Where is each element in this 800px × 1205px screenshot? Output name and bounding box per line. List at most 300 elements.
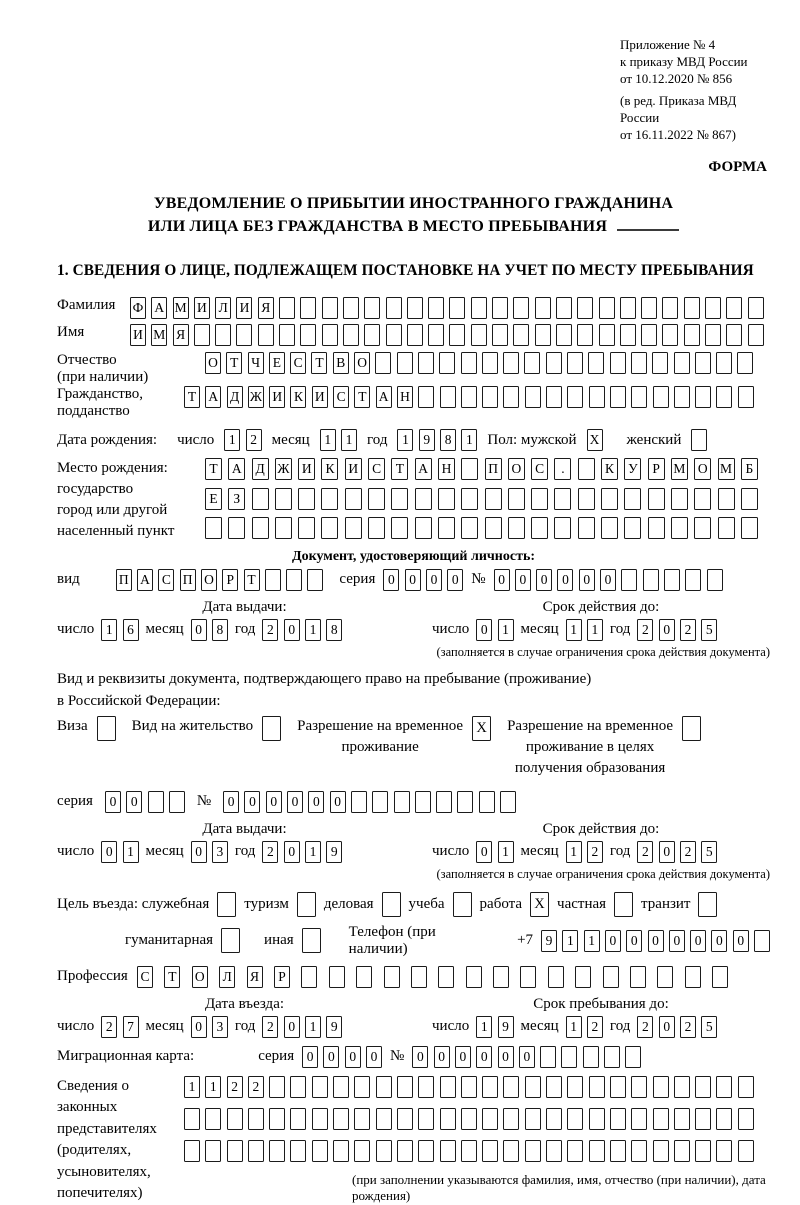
permit-number-input-cell-8[interactable]: [394, 791, 410, 813]
stay-year-cell-1[interactable]: 0: [659, 1016, 675, 1038]
firstname-input-cell-25[interactable]: [662, 324, 678, 346]
firstname-input-cell-15[interactable]: [449, 324, 465, 346]
permit-number-input-cell-5[interactable]: 0: [330, 791, 346, 813]
patronymic-input-cell-2[interactable]: Ч: [248, 352, 264, 374]
identity-issued-month-cell-0[interactable]: 0: [191, 619, 207, 641]
birthplace-input-row1-cell-13[interactable]: О: [508, 458, 525, 480]
doc-number-input-cell-8[interactable]: [664, 569, 680, 591]
citizenship-input-cell-14[interactable]: [482, 386, 498, 408]
entry-year-cell-3[interactable]: 9: [326, 1016, 342, 1038]
representatives-input-row3-cell-16[interactable]: [525, 1140, 541, 1162]
migration-number-input-cell-3[interactable]: 0: [476, 1046, 492, 1068]
phone-input-cell-8[interactable]: 0: [711, 930, 727, 952]
migration-number-input-cell-9[interactable]: [604, 1046, 620, 1068]
birthplace-input-row2-cell-15[interactable]: [554, 488, 571, 510]
representatives-input-row2-cell-9[interactable]: [376, 1108, 392, 1130]
permit-valid-day-cell-1[interactable]: 1: [498, 841, 514, 863]
doc-type-input-cell-4[interactable]: О: [201, 569, 217, 591]
stay-month-cell-1[interactable]: 2: [587, 1016, 603, 1038]
doc-series-input-cell-2[interactable]: 0: [426, 569, 442, 591]
entry-year[interactable]: [262, 1016, 342, 1038]
profession-input-cell-20[interactable]: [685, 966, 701, 988]
birth-year-input-cell-1[interactable]: 9: [419, 429, 435, 451]
permit-number-input[interactable]: [223, 791, 516, 813]
birthplace-input-row1-cell-5[interactable]: К: [321, 458, 338, 480]
purpose-study-checkbox-cell-0[interactable]: [453, 892, 472, 917]
birthplace-input-row2-cell-21[interactable]: [694, 488, 711, 510]
phone-input-cell-6[interactable]: 0: [669, 930, 685, 952]
representatives-input-row1-cell-11[interactable]: [418, 1076, 434, 1098]
surname-input-cell-11[interactable]: [364, 297, 380, 319]
citizenship-input-cell-26[interactable]: [738, 386, 754, 408]
representatives-input-row2-cell-16[interactable]: [525, 1108, 541, 1130]
permit-issued-year-cell-3[interactable]: 9: [326, 841, 342, 863]
birthplace-input-row2-cell-6[interactable]: [345, 488, 362, 510]
birthplace-input-row2-cell-17[interactable]: [601, 488, 618, 510]
birthplace-input-row2-cell-18[interactable]: [624, 488, 641, 510]
patronymic-input-cell-22[interactable]: [674, 352, 690, 374]
birth-month-input-cell-0[interactable]: 1: [320, 429, 336, 451]
birthplace-input-row2-cell-1[interactable]: З: [228, 488, 245, 510]
representatives-input-row1-cell-19[interactable]: [589, 1076, 605, 1098]
stay-day-cell-1[interactable]: 9: [498, 1016, 514, 1038]
identity-issued-day-cell-0[interactable]: 1: [101, 619, 117, 641]
firstname-input-cell-13[interactable]: [407, 324, 423, 346]
birthplace-input-row3-cell-23[interactable]: [741, 517, 758, 539]
firstname-input-cell-7[interactable]: [279, 324, 295, 346]
citizenship-input-cell-13[interactable]: [461, 386, 477, 408]
permit-valid-month[interactable]: [566, 841, 603, 863]
representatives-input-row3-cell-23[interactable]: [674, 1140, 690, 1162]
firstname-input-cell-6[interactable]: [258, 324, 274, 346]
surname-input-cell-9[interactable]: [322, 297, 338, 319]
purpose-private-checkbox-cell-0[interactable]: [614, 892, 633, 917]
citizenship-input-cell-3[interactable]: Ж: [248, 386, 264, 408]
representatives-input-row2-cell-5[interactable]: [290, 1108, 306, 1130]
permit-number-input-cell-11[interactable]: [457, 791, 473, 813]
profession-input-cell-18[interactable]: [630, 966, 646, 988]
birthplace-input-row1-cell-17[interactable]: К: [601, 458, 618, 480]
permit-series-input-cell-0[interactable]: 0: [105, 791, 121, 813]
permit-number-input-cell-6[interactable]: [351, 791, 367, 813]
patronymic-input-cell-19[interactable]: [610, 352, 626, 374]
patronymic-input-cell-9[interactable]: [397, 352, 413, 374]
representatives-input-row2-cell-24[interactable]: [695, 1108, 711, 1130]
permit-series-input[interactable]: [105, 791, 185, 813]
identity-issued-year-cell-1[interactable]: 0: [284, 619, 300, 641]
stay-month[interactable]: [566, 1016, 603, 1038]
identity-valid-day[interactable]: [476, 619, 513, 641]
surname-input-cell-22[interactable]: [599, 297, 615, 319]
surname-input-cell-7[interactable]: [279, 297, 295, 319]
citizenship-input-cell-7[interactable]: С: [333, 386, 349, 408]
doc-type-input-cell-0[interactable]: П: [116, 569, 132, 591]
doc-type-input-cell-7[interactable]: [265, 569, 281, 591]
migration-number-input-cell-0[interactable]: 0: [412, 1046, 428, 1068]
doc-series-input[interactable]: [383, 569, 463, 591]
profession-input-cell-5[interactable]: Р: [274, 966, 290, 988]
permit-number-input-cell-0[interactable]: 0: [223, 791, 239, 813]
purpose-official-checkbox-cell-0[interactable]: [217, 892, 236, 917]
profession-input-cell-15[interactable]: [548, 966, 564, 988]
phone-input-cell-0[interactable]: 9: [541, 930, 557, 952]
birthplace-input-row3-cell-11[interactable]: [461, 517, 478, 539]
birthplace-input-row2-cell-9[interactable]: [415, 488, 432, 510]
birthplace-input-row2-cell-4[interactable]: [298, 488, 315, 510]
permit-valid-year-cell-3[interactable]: 5: [701, 841, 717, 863]
representatives-input-row3-cell-10[interactable]: [397, 1140, 413, 1162]
firstname-input-cell-3[interactable]: [194, 324, 210, 346]
permit-series-input-cell-1[interactable]: 0: [126, 791, 142, 813]
permit-valid-year-cell-1[interactable]: 0: [659, 841, 675, 863]
birthplace-input-row3-cell-6[interactable]: [345, 517, 362, 539]
representatives-input-row2-cell-4[interactable]: [269, 1108, 285, 1130]
surname-input-cell-4[interactable]: Л: [215, 297, 231, 319]
representatives-input-row1-cell-23[interactable]: [674, 1076, 690, 1098]
patronymic-input-cell-25[interactable]: [737, 352, 753, 374]
permit-issued-day-cell-1[interactable]: 1: [123, 841, 139, 863]
surname-input-cell-20[interactable]: [556, 297, 572, 319]
patronymic-input-cell-14[interactable]: [503, 352, 519, 374]
birthplace-input-row1-cell-12[interactable]: П: [485, 458, 502, 480]
doc-number-input-cell-4[interactable]: 0: [579, 569, 595, 591]
representatives-input-row2-cell-11[interactable]: [418, 1108, 434, 1130]
birthplace-input-row2-cell-8[interactable]: [391, 488, 408, 510]
citizenship-input-cell-5[interactable]: К: [290, 386, 306, 408]
birthplace-input-row1-cell-16[interactable]: [578, 458, 595, 480]
citizenship-input-cell-23[interactable]: [674, 386, 690, 408]
birthplace-input-row3-cell-20[interactable]: [671, 517, 688, 539]
representatives-input-row3-cell-11[interactable]: [418, 1140, 434, 1162]
patronymic-input-cell-5[interactable]: Т: [311, 352, 327, 374]
profession-input-cell-8[interactable]: [356, 966, 372, 988]
permit-number-input-cell-9[interactable]: [415, 791, 431, 813]
birthplace-input-row1-cell-23[interactable]: Б: [741, 458, 758, 480]
citizenship-input-cell-19[interactable]: [589, 386, 605, 408]
residence-permit-checkbox[interactable]: [262, 716, 281, 741]
firstname-input-cell-14[interactable]: [428, 324, 444, 346]
birth-year-input-cell-3[interactable]: 1: [461, 429, 477, 451]
purpose-tourism-checkbox-cell-0[interactable]: [297, 892, 316, 917]
migration-number-input-cell-10[interactable]: [625, 1046, 641, 1068]
doc-type-input-cell-8[interactable]: [286, 569, 302, 591]
representatives-input-row2-cell-3[interactable]: [248, 1108, 264, 1130]
representatives-input-row2-cell-18[interactable]: [567, 1108, 583, 1130]
surname-input-cell-14[interactable]: [428, 297, 444, 319]
purpose-humanitarian-checkbox-cell-0[interactable]: [221, 928, 240, 953]
firstname-input-cell-28[interactable]: [726, 324, 742, 346]
representatives-input-row2-cell-6[interactable]: [312, 1108, 328, 1130]
surname-input-cell-19[interactable]: [535, 297, 551, 319]
identity-valid-year-cell-1[interactable]: 0: [659, 619, 675, 641]
birth-day-input-cell-1[interactable]: 2: [246, 429, 262, 451]
citizenship-input-cell-8[interactable]: Т: [354, 386, 370, 408]
representatives-input-row1-cell-6[interactable]: [312, 1076, 328, 1098]
doc-type-input-cell-3[interactable]: П: [180, 569, 196, 591]
patronymic-input-cell-15[interactable]: [524, 352, 540, 374]
representatives-input-row2[interactable]: [184, 1108, 770, 1130]
birthplace-input-row2-cell-22[interactable]: [718, 488, 735, 510]
migration-number-input-cell-7[interactable]: [561, 1046, 577, 1068]
temp-residence-checkbox[interactable]: [472, 716, 491, 741]
representatives-input-row1-cell-20[interactable]: [610, 1076, 626, 1098]
representatives-input-row1-cell-7[interactable]: [333, 1076, 349, 1098]
doc-number-input-cell-1[interactable]: 0: [515, 569, 531, 591]
birth-month-input[interactable]: [320, 429, 357, 451]
migration-series-input-cell-0[interactable]: 0: [302, 1046, 318, 1068]
firstname-input-cell-12[interactable]: [386, 324, 402, 346]
birthplace-input-row2-cell-23[interactable]: [741, 488, 758, 510]
representatives-input-row2-cell-14[interactable]: [482, 1108, 498, 1130]
firstname-input-cell-26[interactable]: [684, 324, 700, 346]
birthplace-input-row2-cell-19[interactable]: [648, 488, 665, 510]
permit-issued-month-cell-0[interactable]: 0: [191, 841, 207, 863]
surname-input-cell-15[interactable]: [449, 297, 465, 319]
citizenship-input-cell-18[interactable]: [567, 386, 583, 408]
birthplace-input-row1-cell-21[interactable]: О: [694, 458, 711, 480]
phone-input[interactable]: [541, 930, 770, 952]
birthplace-input-row1-cell-19[interactable]: Р: [648, 458, 665, 480]
patronymic-input-cell-1[interactable]: Т: [226, 352, 242, 374]
representatives-input-row2-cell-1[interactable]: [205, 1108, 221, 1130]
firstname-input-cell-0[interactable]: И: [130, 324, 146, 346]
sex-female-checkbox[interactable]: [691, 429, 707, 451]
entry-month-cell-0[interactable]: 0: [191, 1016, 207, 1038]
residence-permit-checkbox-cell-0[interactable]: [262, 716, 281, 741]
profession-input-cell-11[interactable]: [438, 966, 454, 988]
purpose-study-checkbox[interactable]: [453, 892, 472, 917]
representatives-input-row3-cell-15[interactable]: [503, 1140, 519, 1162]
permit-number-input-cell-12[interactable]: [479, 791, 495, 813]
identity-issued-year-cell-2[interactable]: 1: [305, 619, 321, 641]
representatives-input-row1-cell-9[interactable]: [376, 1076, 392, 1098]
representatives-input-row3[interactable]: [184, 1140, 770, 1162]
phone-input-cell-1[interactable]: 1: [562, 930, 578, 952]
birthplace-input-row3-cell-22[interactable]: [718, 517, 735, 539]
sex-male-checkbox[interactable]: [587, 429, 603, 451]
representatives-input-row3-cell-14[interactable]: [482, 1140, 498, 1162]
surname-input-cell-2[interactable]: М: [173, 297, 189, 319]
entry-year-cell-0[interactable]: 2: [262, 1016, 278, 1038]
representatives-input-row3-cell-2[interactable]: [227, 1140, 243, 1162]
representatives-input-row3-cell-13[interactable]: [461, 1140, 477, 1162]
firstname-input-cell-23[interactable]: [620, 324, 636, 346]
representatives-input-row3-cell-1[interactable]: [205, 1140, 221, 1162]
identity-valid-month-cell-1[interactable]: 1: [587, 619, 603, 641]
doc-type-input-cell-2[interactable]: С: [158, 569, 174, 591]
citizenship-input-cell-11[interactable]: [418, 386, 434, 408]
profession-input-cell-9[interactable]: [384, 966, 400, 988]
purpose-other-checkbox-cell-0[interactable]: [302, 928, 321, 953]
firstname-input-cell-5[interactable]: [236, 324, 252, 346]
birthplace-input-row2-cell-12[interactable]: [485, 488, 502, 510]
migration-number-input-cell-8[interactable]: [583, 1046, 599, 1068]
birthplace-input-row1-cell-18[interactable]: У: [624, 458, 641, 480]
representatives-input-row3-cell-3[interactable]: [248, 1140, 264, 1162]
birthplace-input-row1-cell-4[interactable]: И: [298, 458, 315, 480]
birthplace-input-row1-cell-2[interactable]: Д: [252, 458, 269, 480]
representatives-input-row1-cell-3[interactable]: 2: [248, 1076, 264, 1098]
birthplace-input-row1-cell-7[interactable]: С: [368, 458, 385, 480]
representatives-input-row1-cell-5[interactable]: [290, 1076, 306, 1098]
birthplace-input-row1-cell-1[interactable]: А: [228, 458, 245, 480]
identity-issued-year-cell-0[interactable]: 2: [262, 619, 278, 641]
entry-year-cell-1[interactable]: 0: [284, 1016, 300, 1038]
doc-number-input-cell-5[interactable]: 0: [600, 569, 616, 591]
birthplace-input-row2-cell-10[interactable]: [438, 488, 455, 510]
patronymic-input-cell-17[interactable]: [567, 352, 583, 374]
birthplace-input-row3-cell-15[interactable]: [554, 517, 571, 539]
purpose-business-checkbox-cell-0[interactable]: [382, 892, 401, 917]
patronymic-input-cell-7[interactable]: О: [354, 352, 370, 374]
birth-month-input-cell-1[interactable]: 1: [341, 429, 357, 451]
entry-month[interactable]: [191, 1016, 228, 1038]
citizenship-input-cell-25[interactable]: [716, 386, 732, 408]
profession-input-cell-12[interactable]: [466, 966, 482, 988]
birthplace-input-row3-cell-18[interactable]: [624, 517, 641, 539]
firstname-input-cell-17[interactable]: [492, 324, 508, 346]
patronymic-input-cell-13[interactable]: [482, 352, 498, 374]
doc-number-input-cell-6[interactable]: [621, 569, 637, 591]
representatives-input-row3-cell-4[interactable]: [269, 1140, 285, 1162]
migration-number-input-cell-4[interactable]: 0: [498, 1046, 514, 1068]
representatives-input-row2-cell-19[interactable]: [589, 1108, 605, 1130]
profession-input-cell-16[interactable]: [575, 966, 591, 988]
patronymic-input-cell-8[interactable]: [375, 352, 391, 374]
representatives-input-row1-cell-18[interactable]: [567, 1076, 583, 1098]
citizenship-input-cell-16[interactable]: [525, 386, 541, 408]
phone-input-cell-3[interactable]: 0: [605, 930, 621, 952]
phone-input-cell-9[interactable]: 0: [733, 930, 749, 952]
entry-day-cell-1[interactable]: 7: [123, 1016, 139, 1038]
doc-type-input-cell-1[interactable]: А: [137, 569, 153, 591]
citizenship-input-cell-4[interactable]: И: [269, 386, 285, 408]
stay-day[interactable]: [476, 1016, 513, 1038]
profession-input-cell-17[interactable]: [603, 966, 619, 988]
birthplace-input-row3-cell-1[interactable]: [228, 517, 245, 539]
birth-year-input-cell-0[interactable]: 1: [397, 429, 413, 451]
citizenship-input-cell-2[interactable]: Д: [227, 386, 243, 408]
purpose-official-checkbox[interactable]: [217, 892, 236, 917]
patronymic-input[interactable]: [205, 352, 753, 374]
firstname-input-cell-27[interactable]: [705, 324, 721, 346]
birthplace-input-row2-cell-2[interactable]: [252, 488, 269, 510]
birthplace-input-row1-cell-6[interactable]: И: [345, 458, 362, 480]
representatives-input-row2-cell-22[interactable]: [653, 1108, 669, 1130]
representatives-input-row1-cell-25[interactable]: [716, 1076, 732, 1098]
surname-input-cell-29[interactable]: [748, 297, 764, 319]
purpose-other-checkbox[interactable]: [302, 928, 321, 953]
permit-valid-year-cell-0[interactable]: 2: [637, 841, 653, 863]
migration-number-input[interactable]: [412, 1046, 641, 1068]
permit-number-input-cell-7[interactable]: [372, 791, 388, 813]
stay-month-cell-0[interactable]: 1: [566, 1016, 582, 1038]
birthplace-input-row3-cell-4[interactable]: [298, 517, 315, 539]
entry-day[interactable]: [101, 1016, 138, 1038]
birth-year-input[interactable]: [397, 429, 477, 451]
citizenship-input-cell-22[interactable]: [653, 386, 669, 408]
citizenship-input[interactable]: [184, 386, 754, 408]
entry-year-cell-2[interactable]: 1: [305, 1016, 321, 1038]
permit-number-input-cell-1[interactable]: 0: [244, 791, 260, 813]
representatives-input-row1-cell-14[interactable]: [482, 1076, 498, 1098]
representatives-input-row2-cell-2[interactable]: [227, 1108, 243, 1130]
firstname-input-cell-10[interactable]: [343, 324, 359, 346]
surname-input-cell-3[interactable]: И: [194, 297, 210, 319]
surname-input-cell-25[interactable]: [662, 297, 678, 319]
patronymic-input-cell-21[interactable]: [652, 352, 668, 374]
phone-input-cell-4[interactable]: 0: [626, 930, 642, 952]
representatives-input-row1-cell-16[interactable]: [525, 1076, 541, 1098]
sex-female-checkbox-cell-0[interactable]: [691, 429, 707, 451]
profession-input-cell-14[interactable]: [520, 966, 536, 988]
phone-input-cell-5[interactable]: 0: [648, 930, 664, 952]
representatives-input-row3-cell-9[interactable]: [376, 1140, 392, 1162]
surname-input-cell-17[interactable]: [492, 297, 508, 319]
representatives-input-row1-cell-17[interactable]: [546, 1076, 562, 1098]
citizenship-input-cell-6[interactable]: И: [312, 386, 328, 408]
doc-type-input-cell-9[interactable]: [307, 569, 323, 591]
permit-issued-month[interactable]: [191, 841, 228, 863]
migration-number-input-cell-1[interactable]: 0: [434, 1046, 450, 1068]
birthplace-input-row2-cell-16[interactable]: [578, 488, 595, 510]
firstname-input-cell-21[interactable]: [577, 324, 593, 346]
permit-number-input-cell-4[interactable]: 0: [308, 791, 324, 813]
patronymic-input-cell-18[interactable]: [588, 352, 604, 374]
permit-valid-year[interactable]: [637, 841, 717, 863]
birthplace-input-row2-cell-0[interactable]: Е: [205, 488, 222, 510]
birthplace-input-row3-cell-0[interactable]: [205, 517, 222, 539]
permit-number-input-cell-10[interactable]: [436, 791, 452, 813]
representatives-input-row1-cell-0[interactable]: 1: [184, 1076, 200, 1098]
permit-valid-year-cell-2[interactable]: 2: [680, 841, 696, 863]
representatives-input-row1[interactable]: [184, 1076, 770, 1098]
firstname-input-cell-11[interactable]: [364, 324, 380, 346]
birthplace-input-row3-cell-7[interactable]: [368, 517, 385, 539]
representatives-input-row3-cell-21[interactable]: [631, 1140, 647, 1162]
identity-valid-day-cell-0[interactable]: 0: [476, 619, 492, 641]
doc-number-input-cell-3[interactable]: 0: [557, 569, 573, 591]
representatives-input-row1-cell-4[interactable]: [269, 1076, 285, 1098]
birthplace-input-row2-cell-14[interactable]: [531, 488, 548, 510]
firstname-input-cell-8[interactable]: [300, 324, 316, 346]
patronymic-input-cell-16[interactable]: [546, 352, 562, 374]
firstname-input-cell-20[interactable]: [556, 324, 572, 346]
firstname-input-cell-4[interactable]: [215, 324, 231, 346]
representatives-input-row3-cell-26[interactable]: [738, 1140, 754, 1162]
identity-valid-year-cell-3[interactable]: 5: [701, 619, 717, 641]
visa-checkbox[interactable]: [97, 716, 116, 741]
birthplace-input-row1-cell-0[interactable]: Т: [205, 458, 222, 480]
permit-issued-day-cell-0[interactable]: 0: [101, 841, 117, 863]
phone-input-cell-2[interactable]: 1: [584, 930, 600, 952]
representatives-input-row3-cell-8[interactable]: [354, 1140, 370, 1162]
profession-input-cell-3[interactable]: Л: [219, 966, 235, 988]
representatives-input-row3-cell-7[interactable]: [333, 1140, 349, 1162]
representatives-input-row2-cell-21[interactable]: [631, 1108, 647, 1130]
representatives-input-row3-cell-20[interactable]: [610, 1140, 626, 1162]
representatives-input-row1-cell-8[interactable]: [354, 1076, 370, 1098]
migration-series-input[interactable]: [302, 1046, 382, 1068]
birthplace-input-row3-cell-3[interactable]: [275, 517, 292, 539]
profession-input-cell-7[interactable]: [329, 966, 345, 988]
stay-year[interactable]: [637, 1016, 717, 1038]
surname-input-cell-28[interactable]: [726, 297, 742, 319]
surname-input-cell-23[interactable]: [620, 297, 636, 319]
birthplace-input-row2[interactable]: [205, 488, 758, 510]
surname-input-cell-6[interactable]: Я: [258, 297, 274, 319]
birthplace-input-row3-cell-14[interactable]: [531, 517, 548, 539]
